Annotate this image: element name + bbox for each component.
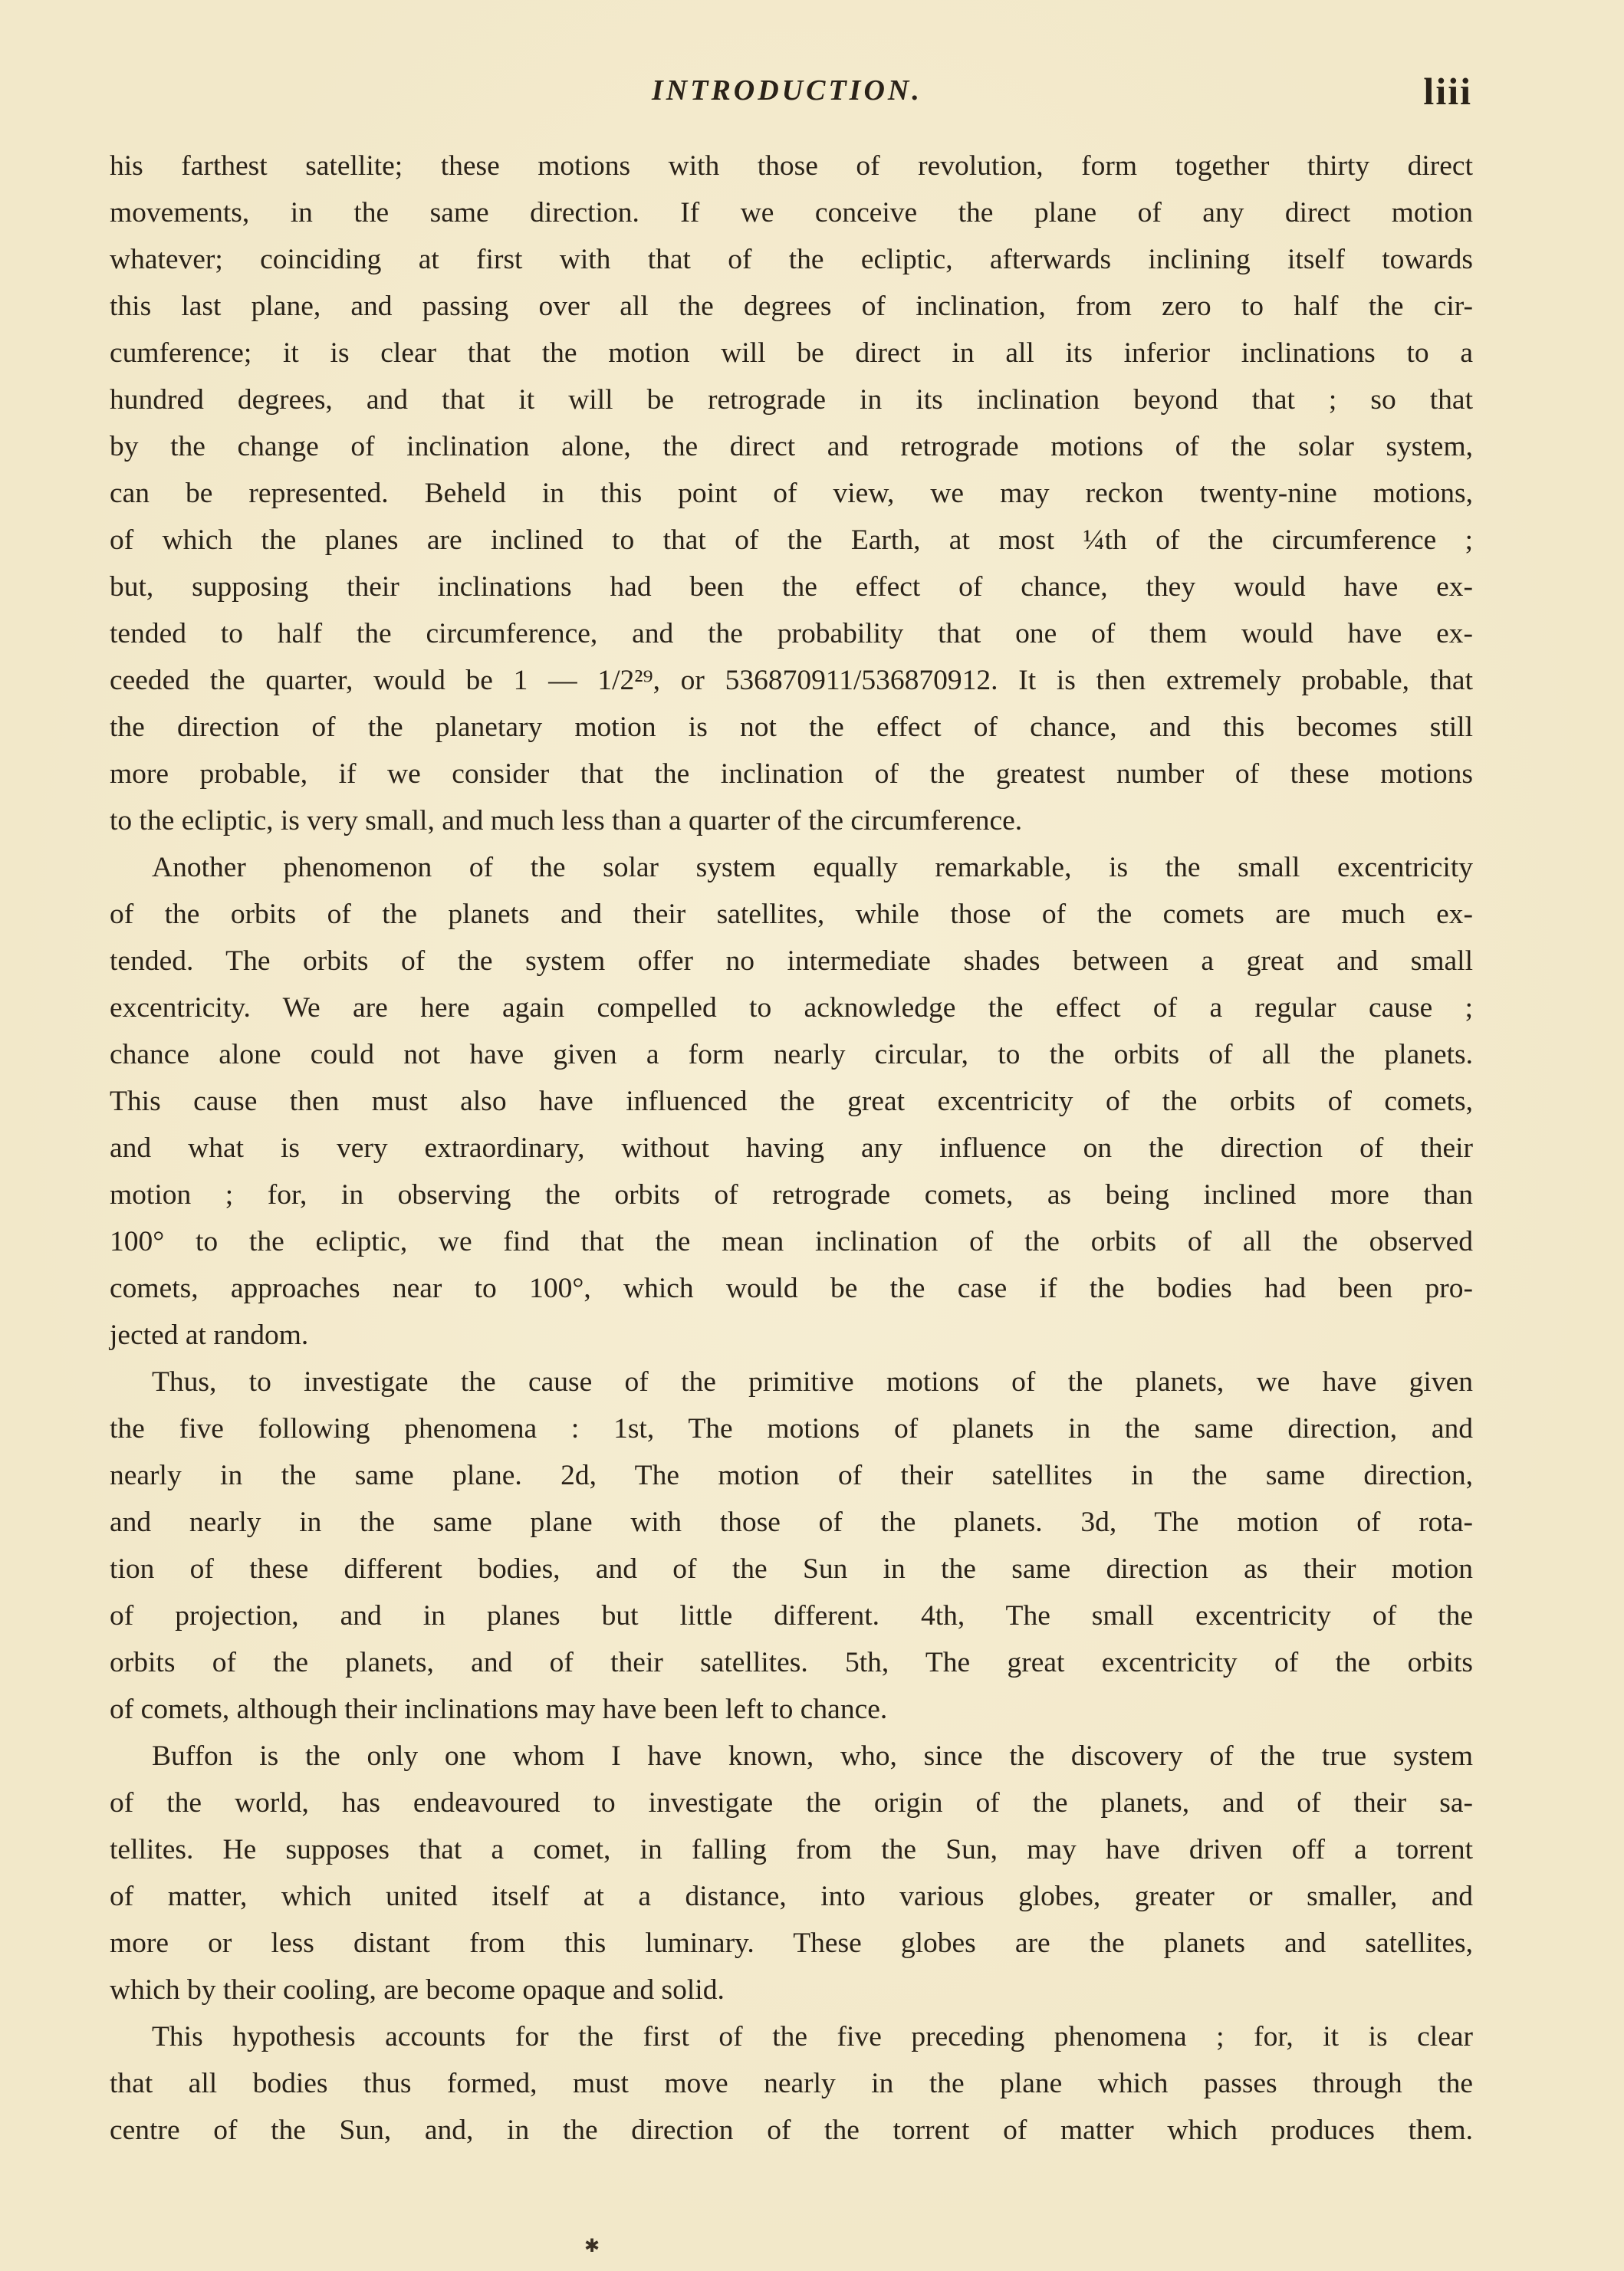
text-line: of comets, although their inclinations may have been left to chance. (110, 1694, 888, 1725)
text-line: This hypothesis accounts for the first of the five preceding phenomena ; for, it is clear (152, 2021, 1473, 2052)
text-line: Thus, to investigate the cause of the primitive motions of the planets, we have given (152, 1366, 1473, 1398)
text-line: to the ecliptic, is very small, and much less than a quarter of the circumference. (110, 805, 1023, 836)
text-line: his farthest satellite; these motions with those of revolution, form together thirty direct (110, 150, 1473, 182)
text-line: of matter, which united itself at a distance, into various globes, greater or smaller, and (110, 1881, 1473, 1912)
running-title: INTRODUCTION. (652, 74, 922, 107)
text-line: the five following phenomena : 1st, The motions of planets in the same direction, and (110, 1413, 1473, 1444)
text-line: whatever; coinciding at first with that of the ecliptic, afterwards inclining itself towards (110, 244, 1473, 275)
text-line: can be represented. Beheld in this point of view, we may reckon twenty-nine motions, (110, 478, 1473, 509)
text-line: more probable, if we consider that the inclination of the greatest number of these motions (110, 758, 1473, 790)
text-line: of projection, and in planes but little different. 4th, The small excentricity of the (110, 1600, 1473, 1632)
text-line: 100° to the ecliptic, we find that the mean inclination of the orbits of all the observed (110, 1226, 1473, 1257)
text-line: tion of these different bodies, and of the Sun in the same direction as their motion (110, 1553, 1473, 1585)
text-line: jected at random. (110, 1320, 309, 1351)
text-line: and what is very extraordinary, without having any influence on the direction of their (110, 1132, 1473, 1164)
text-line: which by their cooling, are become opaque and solid. (110, 1974, 725, 2006)
text-line: excentricity. We are here again compelled to acknowledge the effect of a regular cause ; (110, 992, 1473, 1024)
text-line: tellites. He supposes that a comet, in falling from the Sun, may have driven off a torrent (110, 1834, 1473, 1865)
text-line: centre of the Sun, and, in the direction of the torrent of matter which produces them. (110, 2115, 1473, 2146)
body-text (110, 143, 1473, 2154)
text-line: orbits of the planets, and of their satellites. 5th, The great excentricity of the orbits (110, 1647, 1473, 1678)
text-line: This cause then must also have influenced the great excentricity of the orbits of comets, (110, 1086, 1473, 1117)
text-line: Buffon is the only one whom I have known, who, since the discovery of the true system (152, 1740, 1473, 1772)
text-line: this last plane, and passing over all the degrees of inclination, from zero to half the cir- (110, 291, 1473, 322)
text-line: chance alone could not have given a form nearly circular, to the orbits of all the planets. (110, 1039, 1473, 1070)
text-line: the direction of the planetary motion is not the effect of chance, and this becomes still (110, 712, 1473, 743)
page-header (0, 69, 1624, 115)
text-line: nearly in the same plane. 2d, The motion of their satellites in the same direction, (110, 1460, 1473, 1491)
text-line: of which the planes are inclined to that of the Earth, at most ¼th of the circumference ; (110, 524, 1473, 556)
text-line: but, supposing their inclinations had been the effect of chance, they would have ex- (110, 571, 1473, 603)
page-number: liii (1423, 70, 1472, 113)
text-line: of the orbits of the planets and their satellites, while those of the comets are much ex- (110, 899, 1473, 930)
text-line: hundred degrees, and that it will be retrograde in its inclination beyond that ; so that (110, 384, 1473, 416)
text-line: tended to half the circumference, and the probability that one of them would have ex- (110, 618, 1473, 649)
text-line: more or less distant from this luminary. These globes are the planets and satellites, (110, 1928, 1473, 1959)
text-line: cumference; it is clear that the motion will be direct in all its inferior inclinations to a (110, 337, 1473, 369)
text-line: ceeded the quarter, would be 1 — 1/2²⁹, or 536870911/536870912. It is then extremely probable, that (110, 665, 1473, 696)
text-line: comets, approaches near to 100°, which would be the case if the bodies had been pro- (110, 1273, 1473, 1304)
text-line: and nearly in the same plane with those of the planets. 3d, The motion of rota- (110, 1507, 1473, 1538)
text-line: motion ; for, in observing the orbits of retrograde comets, as being inclined more than (110, 1179, 1473, 1211)
text-line: that all bodies thus formed, must move nearly in the plane which passes through the (110, 2068, 1473, 2099)
text-line: by the change of inclination alone, the direct and retrograde motions of the solar system, (110, 431, 1473, 462)
text-line: tended. The orbits of the system offer no intermediate shades between a great and small (110, 945, 1473, 977)
text-line: movements, in the same direction. If we conceive the plane of any direct motion (110, 197, 1473, 228)
text-line: of the world, has endeavoured to investigate the origin of the planets, and of their sa- (110, 1787, 1473, 1819)
text-line: Another phenomenon of the solar system equally remarkable, is the small excentricity (152, 852, 1473, 883)
footer-mark: ✱ (584, 2236, 600, 2256)
